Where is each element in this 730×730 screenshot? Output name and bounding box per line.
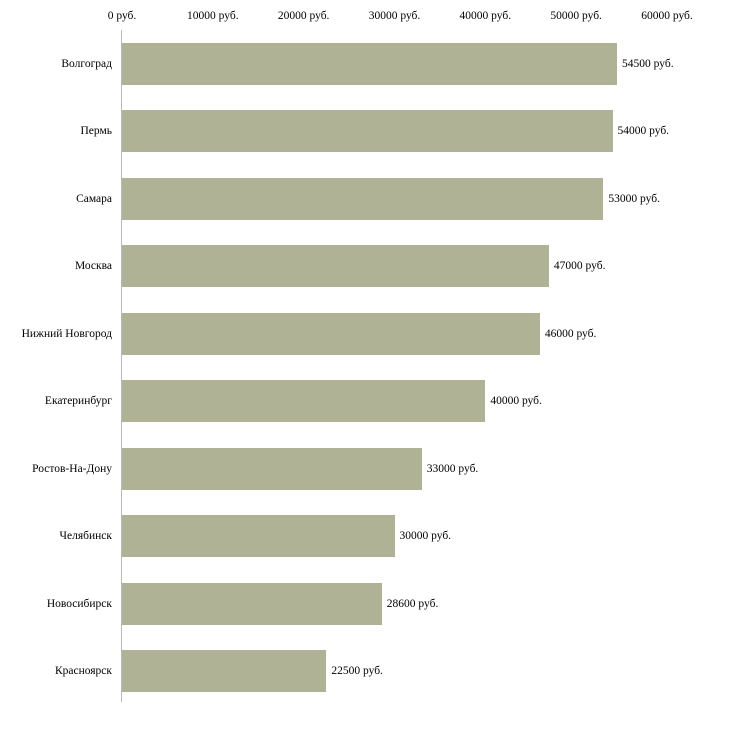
bar-value-label: 30000 руб. <box>399 530 452 543</box>
y-axis-category-labels <box>0 30 117 705</box>
category-label: Ростов-На-Дону <box>32 462 112 475</box>
bar[interactable] <box>122 178 603 220</box>
bar-row <box>122 650 667 692</box>
x-tick-label: 10000 руб. <box>187 10 239 22</box>
bar[interactable] <box>122 650 326 692</box>
x-tick-label: 40000 руб. <box>459 10 512 22</box>
category-label: Красноярск <box>54 665 112 678</box>
x-tick-label: 50000 руб. <box>550 10 602 22</box>
bar-row <box>122 313 667 355</box>
bar-row <box>122 43 674 85</box>
category-label: Новосибирск <box>46 597 112 610</box>
bar-row <box>122 448 667 490</box>
bar[interactable] <box>122 583 382 625</box>
x-tick-label: 30000 руб. <box>368 10 421 22</box>
plot-area <box>122 30 674 705</box>
bar-value-label: 40000 руб. <box>490 395 542 408</box>
bar[interactable] <box>122 380 485 422</box>
bar-value-label: 47000 руб. <box>553 260 606 273</box>
bar-value-label: 28600 руб. <box>386 597 439 610</box>
category-label: Самара <box>76 192 112 205</box>
bar-row <box>122 178 667 220</box>
bar-value-label: 33000 руб. <box>426 462 479 475</box>
bar-row <box>122 515 667 557</box>
bar[interactable] <box>122 515 395 557</box>
bar-row <box>122 380 667 422</box>
bar-value-label: 22500 руб. <box>331 665 383 678</box>
bar-value-label: 54500 руб. <box>622 57 674 70</box>
bar[interactable] <box>122 110 613 152</box>
x-axis-tick-labels <box>0 0 730 30</box>
bar[interactable] <box>122 43 617 85</box>
bar[interactable] <box>122 245 549 287</box>
x-tick-label: 0 руб. <box>107 10 137 22</box>
category-label: Пермь <box>80 125 112 138</box>
x-tick-label: 20000 руб. <box>277 10 330 22</box>
bar-value-label: 54000 руб. <box>617 125 670 138</box>
x-tick-label: 60000 руб. <box>641 10 693 22</box>
bar-value-label: 46000 руб. <box>544 327 597 340</box>
bar-value-label: 53000 руб. <box>608 192 660 205</box>
category-label: Волгоград <box>61 57 112 70</box>
category-label: Нижний Новгород <box>21 327 112 340</box>
bar[interactable] <box>122 448 422 490</box>
category-label: Москва <box>74 260 112 273</box>
bar[interactable] <box>122 313 540 355</box>
category-label: Челябинск <box>59 530 112 543</box>
category-label: Екатеринбург <box>44 395 112 408</box>
bar-row <box>122 583 667 625</box>
bar-row <box>122 245 667 287</box>
bar-row <box>122 110 670 152</box>
